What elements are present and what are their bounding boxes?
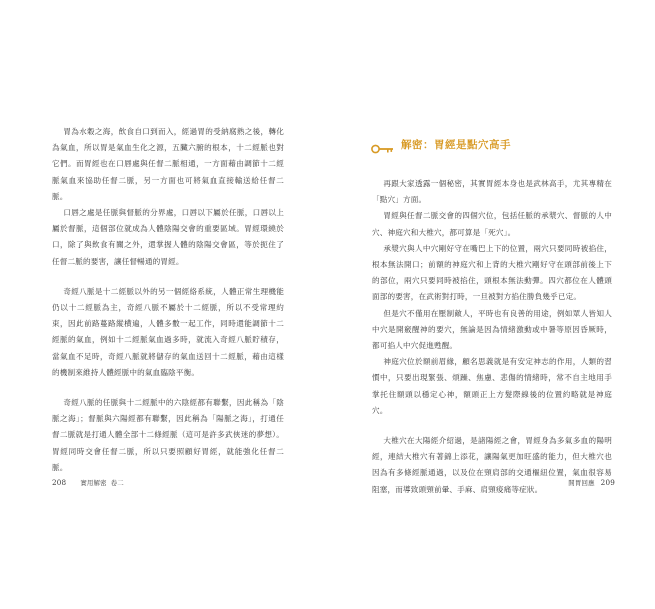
right-paragraph-1: 再跟大家透露一個秘密，其實胃經本身也是武林高手，尤其專精在「點穴」方面。 (372, 179, 612, 205)
left-paragraph-3: 奇經八脈是十二經脈以外的另一個經絡系統，人體正常生理機能仍以十二經脈為主，奇經八脈不屬於十二經脈，所以不受常理約束，因此前路蔓路縱横遍，人體多數一起工作，同時還能調節十二經脈的氣血，例如十二經脈氣血過多時，就流入奇經八脈貯積存，當氣血不足時，奇經八脈就將儲存的氣血送回十二經脈，藉由這樣的機制來維持人體經脈中的氣血臨陰平衡。 (52, 286, 284, 377)
key-icon (371, 139, 395, 149)
right-paragraph-2: 胃經與任督二脈交會的四個穴位，包括任脈的承漿穴、督脈的人中穴、神庭穴和大椎穴，都可算是「死穴」。 (372, 211, 612, 237)
right-paragraph-6: 大椎穴在大陽經介紹過，是諸陽經之會，胃經身為多氣多血的陽明經，連結大椎穴有著錦上添花，讓陽氣更加旺盛的能力，但大椎穴也因為有多條經脈通過，以及位在頸肩部的交通樞紐位置，氣血很容易阻塞，而導致頭頸前暈、手麻、肩頸痠痛等症狀。 (372, 436, 612, 494)
left-body-text (52, 124, 284, 476)
left-page-number: 208 (52, 478, 67, 487)
left-paragraph-4: 奇經八脈的任脈與十二經脈中的六陰經都有聯繫，因此稱為「陰脈之海」；督脈與六陽經都有聯繫，因此稱為「陽脈之海」，打通任督二脈就是打通人體全部十二條經脈（這可是許多武俠迷的夢想）。胃經同時交會任督二脈，所以只要照顧好胃經，就能強化任督二脈。 (52, 398, 284, 472)
right-footer (568, 478, 615, 487)
right-page-number: 209 (600, 478, 615, 487)
volume-label: 卷二 (110, 479, 124, 487)
chapter-title: 開胃回應 (568, 479, 595, 487)
right-page (327, 0, 655, 609)
left-paragraph-2: 口唇之處是任脈與督脈的分界處，口唇以下屬於任脈，口唇以上屬於督脈，這個部位就成為人體陰陽交會的重要區域。胃經環繞於口，除了與飲食有關之外，還掌握人體的陰陽交會區，等於扼住了任督二脈的要害，讓任督暢通的胃經。 (52, 208, 284, 266)
left-paragraph-1: 胃為水穀之海，飲食自口到而入，經過胃的受納腐熟之後，轉化為氣血，所以胃是氣血生化之源，五臟六腑的根本，十二經脈也對它們。而胃經也在口唇處與任督二脈相通，一方面藉由調節十二經脈氣血來協助任督二脈，另一方面也可將氣血直接輸送給任督二脈。 (52, 127, 284, 201)
left-footer (52, 478, 124, 487)
section-header (371, 136, 511, 152)
right-paragraph-3: 承漿穴與人中穴剛好守在嘴巴上下的位置，兩穴只要同時被掐住，根本無法開口；前額的神庭穴和上背的大椎穴剛好守在頭部前後上下的部位，兩穴只要同時被掐住，頭根本無法動彈。四穴都位在人體頭面部的要害，在武術對打時，一旦被對方掐住勝負幾乎已定。 (372, 243, 612, 302)
section-title: 解密：胃經是點穴高手 (401, 138, 511, 151)
left-page (0, 0, 327, 609)
right-paragraph-5: 神庭穴位於額前眉緣，顧名思義就是有安定神志的作用，人類的習慣中，只要出現緊張、煩躁、焦慮、悲傷的情緒時，常不自主地用手掌托住額頭以穩定心神，額頭正上方髮際線後的位置約略就是神庭穴。 (372, 357, 612, 415)
right-body-text (372, 176, 612, 498)
right-paragraph-4: 但是穴不僅用在壓制敵人，平時也有良善的用途，例如眾人皆知人中穴是開竅醒神的要穴，無論是因為情緒激動或中暑等原因昏厥時，都可掐人中穴促進甦醒。 (372, 308, 612, 351)
book-title: 實用解密 (80, 479, 107, 487)
